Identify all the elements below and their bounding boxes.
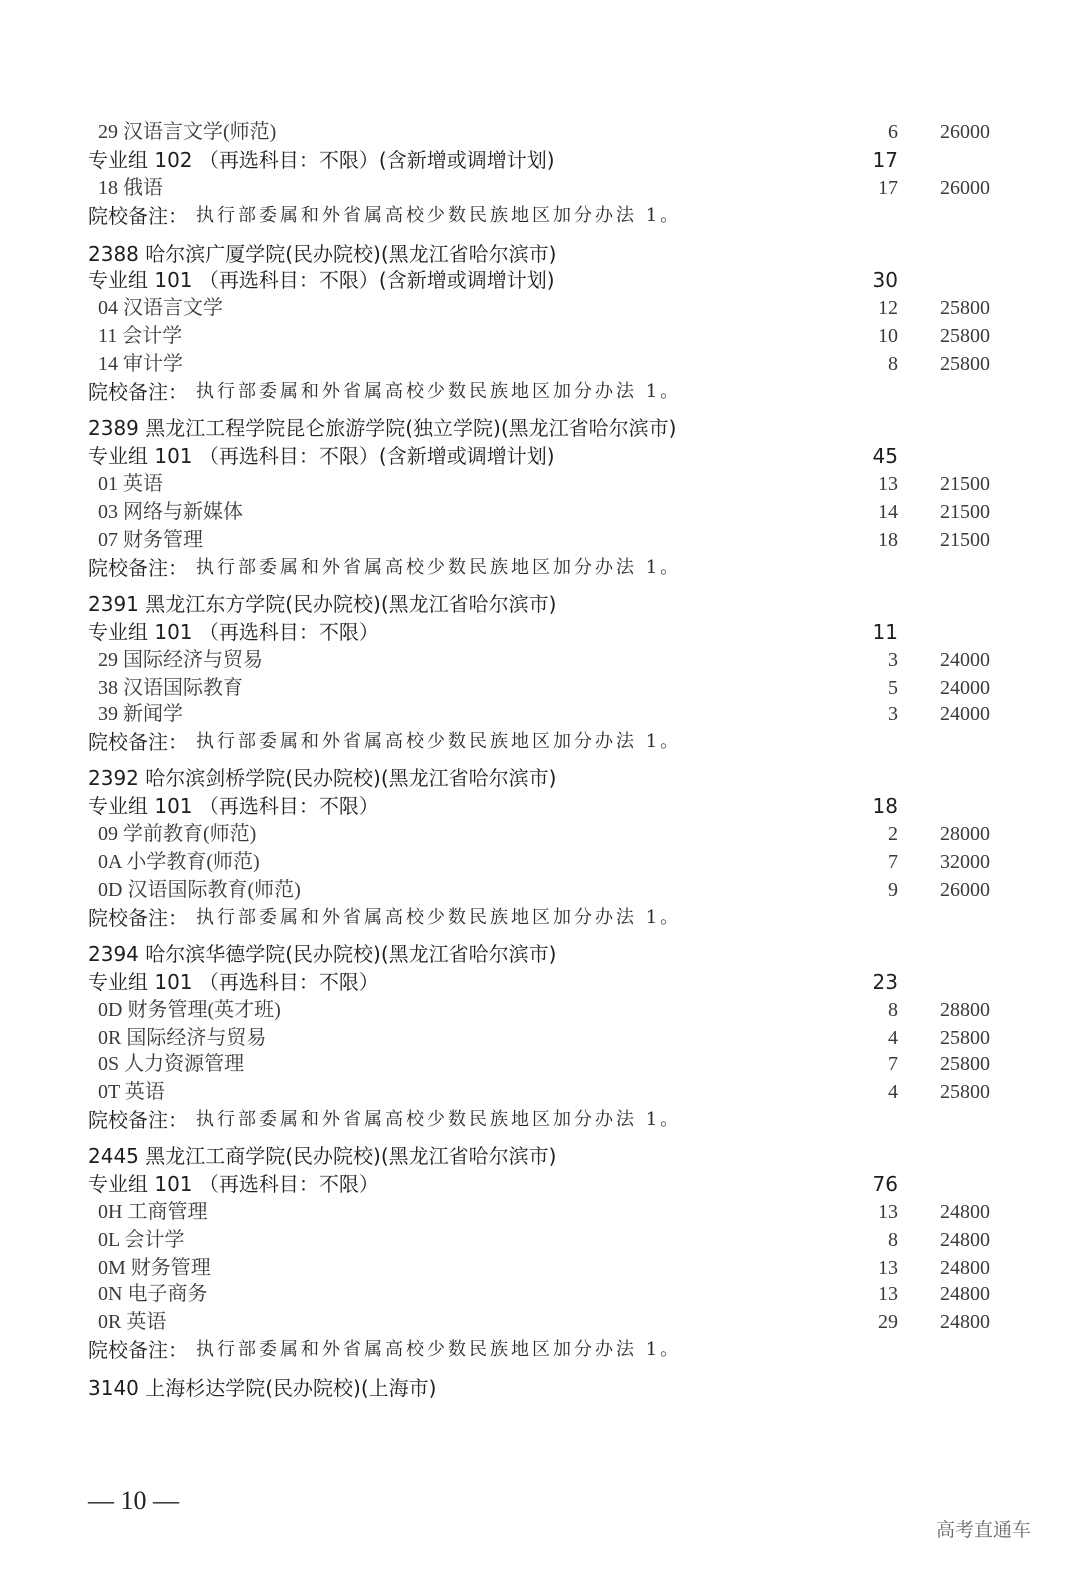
major-name: 09 学前教育(师范) (98, 823, 257, 845)
plan-count: 13 (878, 473, 898, 495)
major-group-row (0, 1170, 1080, 1198)
plan-count: 10 (878, 325, 898, 347)
page-number: — 10 — (88, 1486, 179, 1515)
major-name: 0R 英语 (98, 1311, 167, 1333)
tuition-fee: 21500 (940, 473, 990, 495)
note-label: 院校备注： (88, 906, 188, 930)
plan-count: 17 (878, 177, 898, 199)
major-row (0, 350, 1080, 378)
plan-count: 13 (878, 1283, 898, 1305)
school-header (0, 764, 1080, 792)
major-row (0, 1024, 1080, 1052)
school-note (0, 728, 1080, 756)
plan-count: 3 (888, 703, 898, 725)
major-row (0, 1050, 1080, 1078)
watermark: 高考直通车 (936, 1519, 1032, 1541)
plan-count: 13 (878, 1257, 898, 1279)
tuition-fee: 24000 (940, 649, 990, 671)
plan-count: 4 (888, 1081, 898, 1103)
note-text: 执行部委属和外省属高校少数民族地区加分办法 1。 (196, 557, 682, 578)
plan-count: 30 (872, 268, 898, 292)
major-row (0, 996, 1080, 1024)
school-header (0, 414, 1080, 442)
school-header (0, 240, 1080, 268)
school-note (0, 904, 1080, 932)
major-row (0, 174, 1080, 202)
note-label: 院校备注： (88, 1338, 188, 1362)
major-name: 29 汉语言文学(师范) (98, 121, 277, 143)
plan-count: 29 (878, 1311, 898, 1333)
note-label: 院校备注： (88, 556, 188, 580)
major-row (0, 1078, 1080, 1106)
plan-count: 18 (872, 794, 898, 818)
note-label: 院校备注： (88, 204, 188, 228)
major-row (0, 1308, 1080, 1336)
plan-count: 8 (888, 353, 898, 375)
plan-count: 45 (872, 444, 898, 468)
school-header (0, 1374, 1080, 1402)
major-name: 0S 人力资源管理 (98, 1053, 245, 1075)
school-name: 3140 上海杉达学院(民办院校)(上海市) (88, 1376, 437, 1400)
plan-count: 12 (878, 297, 898, 319)
major-row (0, 526, 1080, 554)
group-label: 专业组 102 （再选科目：不限）(含新增或调增计划) (88, 148, 555, 172)
major-row (0, 118, 1080, 146)
plan-count: 23 (872, 970, 898, 994)
major-row (0, 1198, 1080, 1226)
school-note (0, 202, 1080, 230)
major-name: 0L 会计学 (98, 1229, 185, 1251)
major-row (0, 700, 1080, 728)
tuition-fee: 25800 (940, 1081, 990, 1103)
major-name: 29 国际经济与贸易 (98, 649, 263, 671)
plan-count: 13 (878, 1201, 898, 1223)
major-name: 03 网络与新媒体 (98, 501, 243, 523)
group-label: 专业组 101 （再选科目：不限） (88, 1172, 379, 1196)
school-note (0, 1106, 1080, 1134)
school-note (0, 554, 1080, 582)
tuition-fee: 21500 (940, 501, 990, 523)
major-group-row (0, 442, 1080, 470)
plan-count: 18 (878, 529, 898, 551)
group-label: 专业组 101 （再选科目：不限）(含新增或调增计划) (88, 444, 555, 468)
tuition-fee: 25800 (940, 353, 990, 375)
plan-count: 17 (872, 148, 898, 172)
plan-count: 8 (888, 1229, 898, 1251)
major-row (0, 322, 1080, 350)
group-label: 专业组 101 （再选科目：不限） (88, 970, 379, 994)
group-label: 专业组 101 （再选科目：不限）(含新增或调增计划) (88, 268, 555, 292)
note-text: 执行部委属和外省属高校少数民族地区加分办法 1。 (196, 1339, 682, 1360)
school-header (0, 1142, 1080, 1170)
school-name: 2392 哈尔滨剑桥学院(民办院校)(黑龙江省哈尔滨市) (88, 766, 557, 790)
major-row (0, 848, 1080, 876)
plan-count: 9 (888, 879, 898, 901)
tuition-fee: 25800 (940, 1027, 990, 1049)
major-name: 01 英语 (98, 473, 163, 495)
tuition-fee: 25800 (940, 297, 990, 319)
tuition-fee: 25800 (940, 1053, 990, 1075)
school-note (0, 378, 1080, 406)
major-group-row (0, 146, 1080, 174)
major-row (0, 470, 1080, 498)
tuition-fee: 24800 (940, 1229, 990, 1251)
tuition-fee: 28000 (940, 823, 990, 845)
major-row (0, 1280, 1080, 1308)
note-text: 执行部委属和外省属高校少数民族地区加分办法 1。 (196, 381, 682, 402)
major-row (0, 294, 1080, 322)
note-text: 执行部委属和外省属高校少数民族地区加分办法 1。 (196, 731, 682, 752)
major-name: 04 汉语言文学 (98, 297, 223, 319)
major-name: 0D 汉语国际教育(师范) (98, 879, 301, 901)
note-label: 院校备注： (88, 1108, 188, 1132)
school-header (0, 590, 1080, 618)
major-row (0, 674, 1080, 702)
plan-count: 4 (888, 1027, 898, 1049)
plan-count: 6 (888, 121, 898, 143)
major-name: 0N 电子商务 (98, 1283, 208, 1305)
school-name: 2391 黑龙江东方学院(民办院校)(黑龙江省哈尔滨市) (88, 592, 557, 616)
tuition-fee: 24800 (940, 1257, 990, 1279)
tuition-fee: 26000 (940, 121, 990, 143)
tuition-fee: 26000 (940, 177, 990, 199)
plan-count: 11 (872, 620, 898, 644)
plan-count: 76 (872, 1172, 898, 1196)
plan-count: 2 (888, 823, 898, 845)
note-text: 执行部委属和外省属高校少数民族地区加分办法 1。 (196, 907, 682, 928)
major-row (0, 1226, 1080, 1254)
plan-count: 5 (888, 677, 898, 699)
major-name: 18 俄语 (98, 177, 163, 199)
major-name: 11 会计学 (98, 325, 183, 347)
plan-count: 7 (888, 1053, 898, 1075)
plan-count: 7 (888, 851, 898, 873)
tuition-fee: 24800 (940, 1283, 990, 1305)
major-name: 38 汉语国际教育 (98, 677, 243, 699)
plan-count: 14 (878, 501, 898, 523)
major-name: 0T 英语 (98, 1081, 165, 1103)
school-note (0, 1336, 1080, 1364)
major-row (0, 1254, 1080, 1282)
major-group-row (0, 266, 1080, 294)
tuition-fee: 28800 (940, 999, 990, 1021)
major-name: 0H 工商管理 (98, 1201, 208, 1223)
tuition-fee: 26000 (940, 879, 990, 901)
tuition-fee: 24800 (940, 1201, 990, 1223)
school-name: 2388 哈尔滨广厦学院(民办院校)(黑龙江省哈尔滨市) (88, 242, 557, 266)
group-label: 专业组 101 （再选科目：不限） (88, 620, 379, 644)
tuition-fee: 25800 (940, 325, 990, 347)
major-name: 39 新闻学 (98, 703, 183, 725)
plan-count: 3 (888, 649, 898, 671)
note-label: 院校备注： (88, 380, 188, 404)
major-row (0, 646, 1080, 674)
tuition-fee: 24800 (940, 1311, 990, 1333)
note-text: 执行部委属和外省属高校少数民族地区加分办法 1。 (196, 1109, 682, 1130)
school-name: 2394 哈尔滨华德学院(民办院校)(黑龙江省哈尔滨市) (88, 942, 557, 966)
note-label: 院校备注： (88, 730, 188, 754)
school-name: 2445 黑龙江工商学院(民办院校)(黑龙江省哈尔滨市) (88, 1144, 557, 1168)
note-text: 执行部委属和外省属高校少数民族地区加分办法 1。 (196, 205, 682, 226)
major-group-row (0, 968, 1080, 996)
tuition-fee: 24000 (940, 677, 990, 699)
major-group-row (0, 618, 1080, 646)
tuition-fee: 24000 (940, 703, 990, 725)
major-name: 07 财务管理 (98, 529, 203, 551)
major-name: 14 审计学 (98, 353, 183, 375)
tuition-fee: 32000 (940, 851, 990, 873)
major-row (0, 876, 1080, 904)
tuition-fee: 21500 (940, 529, 990, 551)
major-row (0, 820, 1080, 848)
major-group-row (0, 792, 1080, 820)
major-name: 0A 小学教育(师范) (98, 851, 260, 873)
school-header (0, 940, 1080, 968)
group-label: 专业组 101 （再选科目：不限） (88, 794, 379, 818)
school-name: 2389 黑龙江工程学院昆仑旅游学院(独立学院)(黑龙江省哈尔滨市) (88, 416, 677, 440)
major-name: 0D 财务管理(英才班) (98, 999, 281, 1021)
major-name: 0R 国际经济与贸易 (98, 1027, 267, 1049)
major-name: 0M 财务管理 (98, 1257, 211, 1279)
major-row (0, 498, 1080, 526)
plan-count: 8 (888, 999, 898, 1021)
